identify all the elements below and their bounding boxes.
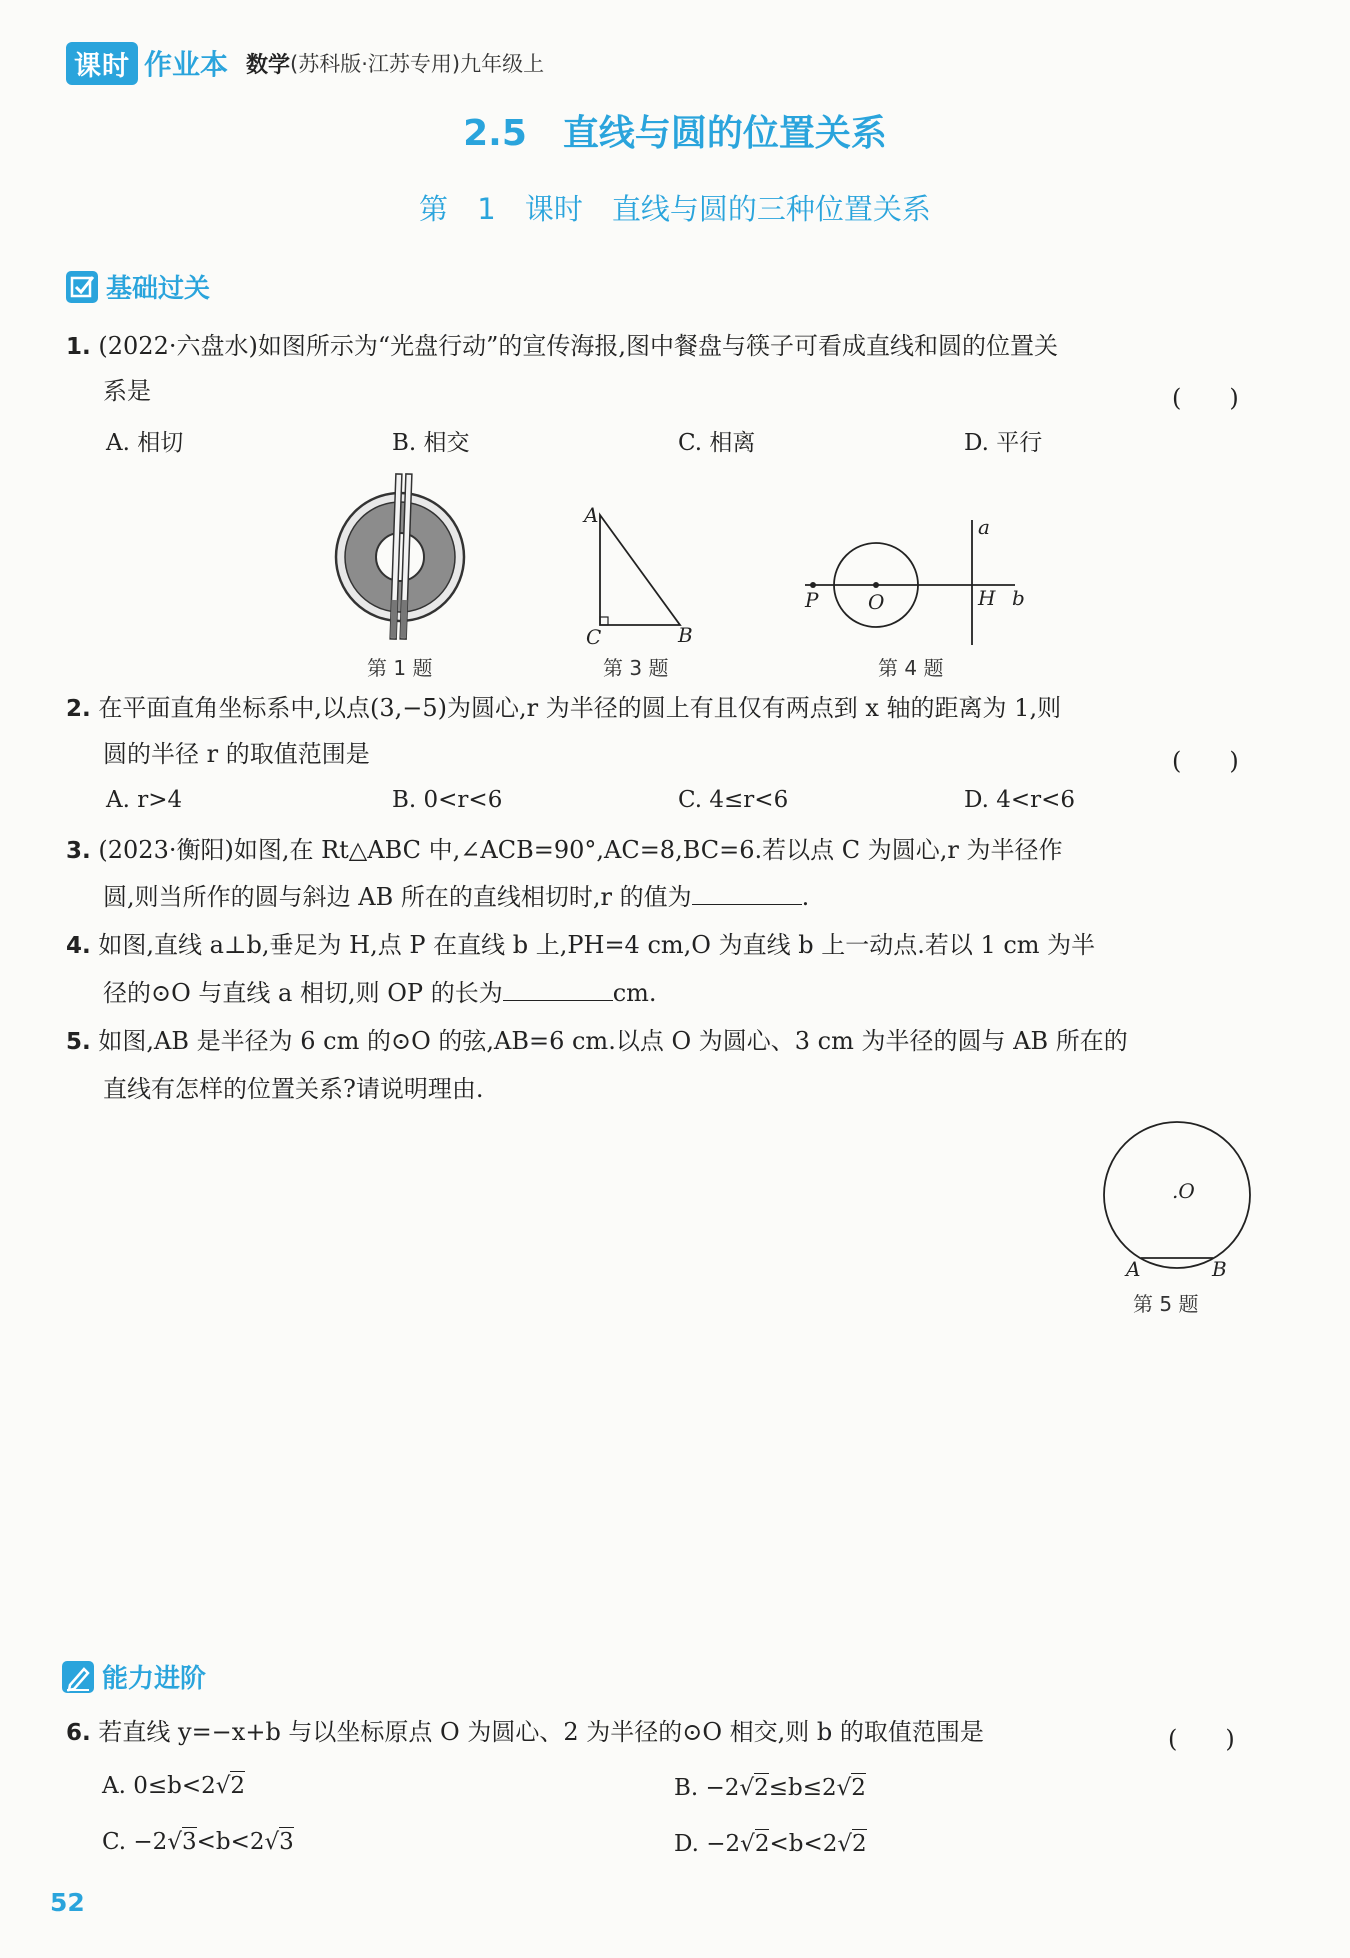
q4-line2 (103, 978, 657, 1008)
q5-number: 5. (66, 1029, 91, 1055)
q3-text-2: 圆,则当所作的圆与斜边 AB 所在的直线相切时,r 的值为 (103, 883, 692, 911)
q6-option-c-text: C. −2 (102, 1829, 168, 1855)
q6-option-b-mid: ≤b≤2 (768, 1775, 837, 1801)
q6-option-b-root1: 2 (754, 1775, 769, 1801)
fig3-label-b: B (678, 623, 693, 647)
q3-line2 (103, 882, 809, 912)
q4-text-2-end: cm. (612, 979, 657, 1007)
q6-option-c-root2: 3 (279, 1829, 294, 1855)
q2-option-a: A. r>4 (106, 787, 183, 813)
q2-number: 2. (66, 696, 91, 722)
advanced-block-title: 能力进阶 (102, 1664, 207, 1694)
q3-answer-blank[interactable] (692, 882, 802, 905)
q2-option-c: C. 4≤r<6 (678, 787, 789, 813)
q6-answer-paren: ( ) (1168, 1725, 1235, 1753)
q1-option-c: C. 相离 (678, 430, 756, 456)
q1-answer-paren: ( ) (1172, 384, 1239, 412)
q4-text-1: 如图,直线 a⊥b,垂足为 H,点 P 在直线 b 上,PH=4 cm,O 为直线 b 上一动点.若以 1 cm 为半 (98, 931, 1096, 959)
q6-number: 6. (66, 1720, 91, 1746)
q2-text-1: 在平面直角坐标系中,以点(3,−5)为圆心,r 为半径的圆上有且仅有两点到 x 轴的距离为 1,则 (98, 694, 1062, 722)
q1-option-a: A. 相切 (106, 430, 184, 456)
q6-option-a: A. 0≤b<2√2 (102, 1773, 246, 1799)
q1-option-b: B. 相交 (392, 430, 470, 456)
q3-line1 (66, 835, 1063, 866)
fig3-caption: 第 3 题 (603, 656, 669, 680)
q6-option-d-mid: <b<2 (769, 1831, 838, 1857)
q1-line1 (66, 331, 1058, 362)
fig5-label-o: .O (1172, 1179, 1195, 1203)
lesson-title: 第 1 课时 直线与圆的三种位置关系 (419, 192, 931, 226)
q6-option-b: B. −2√2≤b≤2√2 (674, 1775, 866, 1801)
section-title: 2.5 直线与圆的位置关系 (463, 113, 887, 154)
q6-option-a-root: 2 (230, 1773, 246, 1799)
q3-text-2-end: . (801, 883, 810, 911)
q6-line1 (66, 1717, 984, 1748)
q4-number: 4. (66, 933, 91, 959)
fig5-caption: 第 5 题 (1133, 1292, 1199, 1316)
fig3-label-a: A (584, 503, 599, 527)
pencil-icon (62, 1661, 94, 1693)
q4-line1 (66, 930, 1095, 961)
q6-option-c-mid: <b<2 (196, 1829, 265, 1855)
q6-option-d-root2: 2 (852, 1831, 867, 1857)
basic-block-title: 基础过关 (106, 274, 211, 304)
q6-option-b-root2: 2 (851, 1775, 866, 1801)
q2-answer-paren: ( ) (1172, 747, 1239, 775)
q1-option-d: D. 平行 (964, 430, 1043, 456)
advanced-block-heading (62, 1658, 206, 1695)
q1-number: 1. (66, 334, 91, 360)
q6-option-d: D. −2√2<b<2√2 (674, 1831, 867, 1857)
q3-text-1: (2023·衡阳)如图,在 Rt△ABC 中,∠ACB=90°,AC=8,BC=6.若以点 C 为圆心,r 为半径作 (98, 836, 1063, 864)
q4-text-2: 径的⊙O 与直线 a 相切,则 OP 的长为 (103, 979, 503, 1007)
q6-option-d-text: D. −2 (674, 1831, 741, 1857)
brand-name: 作业本 (144, 48, 229, 81)
q2-line1 (66, 693, 1061, 724)
basic-block-heading (66, 268, 210, 305)
q3-number: 3. (66, 838, 91, 864)
q6-option-c: C. −2√3<b<2√3 (102, 1829, 294, 1855)
q2-text-2: 圆的半径 r 的取值范围是 (103, 740, 370, 768)
fig4-label-o: O (868, 590, 885, 614)
fig1-caption: 第 1 题 (367, 656, 433, 680)
page-number: 52 (50, 1888, 85, 1917)
fig4-label-b: b (1012, 586, 1025, 610)
fig4-caption: 第 4 题 (878, 656, 944, 680)
q6-option-c-root1: 3 (181, 1829, 197, 1855)
q6-option-a-text: A. 0≤b<2 (102, 1773, 216, 1799)
q2-option-d: D. 4<r<6 (964, 787, 1076, 813)
fig5-label-a: A (1126, 1257, 1141, 1281)
fig4-label-h: H (978, 586, 996, 610)
q2-option-b: B. 0<r<6 (392, 787, 503, 813)
brand-logo: 课时 (66, 42, 138, 85)
book-subject: 数学 (246, 52, 291, 78)
q4-answer-blank[interactable] (503, 978, 613, 1001)
checkbox-icon (66, 271, 98, 303)
q1-text-1: (2022·六盘水)如图所示为“光盘行动”的宣传海报,图中餐盘与筷子可看成直线和圆的位置关 (98, 332, 1058, 360)
fig5-label-b: B (1212, 1257, 1227, 1281)
q5-text-1: 如图,AB 是半径为 6 cm 的⊙O 的弦,AB=6 cm.以点 O 为圆心、3 cm 为半径的圆与 AB 所在的 (98, 1027, 1128, 1055)
q6-option-b-text: B. −2 (674, 1775, 740, 1801)
book-edition: (苏科版·江苏专用)九年级上 (290, 52, 545, 76)
q5-line1 (66, 1026, 1128, 1057)
fig4-label-a: a (978, 515, 990, 539)
q5-text-2: 直线有怎样的位置关系?请说明理由. (103, 1075, 484, 1103)
fig1-plate-chopsticks (330, 470, 470, 645)
q1-text-2: 系是 (103, 377, 151, 405)
page-header (66, 38, 544, 88)
q6-option-d-root1: 2 (754, 1831, 770, 1857)
q6-text-1: 若直线 y=−x+b 与以坐标原点 O 为圆心、2 为半径的⊙O 相交,则 b 的取值范围是 (98, 1718, 984, 1746)
fig4-label-p: P (805, 588, 819, 612)
fig3-label-c: C (586, 625, 602, 649)
fig4-perpendicular-lines (800, 515, 1040, 650)
